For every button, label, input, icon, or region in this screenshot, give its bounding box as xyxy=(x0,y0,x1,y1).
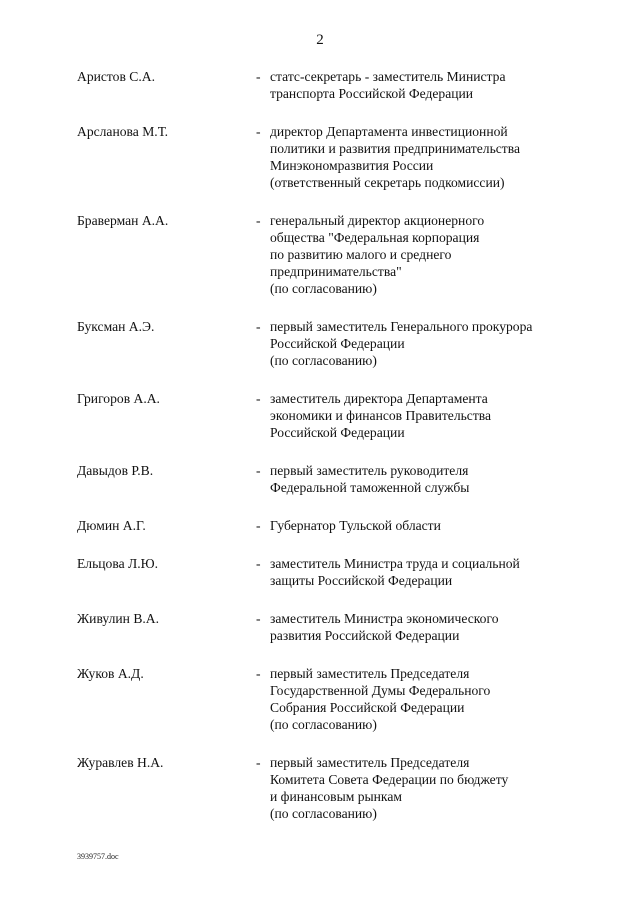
position-line: генеральный директор акционерного xyxy=(270,213,485,228)
member-list xyxy=(0,68,640,822)
separator-dash: - xyxy=(256,69,261,84)
position-line: Государственной Думы Федерального xyxy=(270,683,491,698)
member-name: Давыдов Р.В. xyxy=(77,463,154,478)
member-name: Арсланова М.Т. xyxy=(77,124,169,139)
member-entry xyxy=(0,68,640,102)
separator-dash: - xyxy=(256,391,261,406)
position-line: и финансовым рынкам xyxy=(270,789,402,804)
position-line: общества "Федеральная корпорация xyxy=(270,230,480,245)
position-line: заместитель директора Департамента xyxy=(270,391,488,406)
position-line: по развитию малого и среднего xyxy=(270,247,452,262)
position-line: Минэкономразвития России xyxy=(270,158,434,173)
position-line: Федеральной таможенной службы xyxy=(270,480,470,495)
member-entry xyxy=(0,610,640,644)
position-line: заместитель Министра труда и социальной xyxy=(270,556,520,571)
member-name: Григоров А.А. xyxy=(77,391,160,406)
separator-dash: - xyxy=(256,124,261,139)
member-position xyxy=(270,610,570,644)
position-line: Комитета Совета Федерации по бюджету xyxy=(270,772,509,787)
position-line: (по согласованию) xyxy=(270,717,377,732)
member-position xyxy=(270,212,570,297)
position-line: Российской Федерации xyxy=(270,425,405,440)
member-name: Браверман А.А. xyxy=(77,213,169,228)
member-position xyxy=(270,68,570,102)
position-line: (по согласованию) xyxy=(270,281,377,296)
position-line: развития Российской Федерации xyxy=(270,628,460,643)
position-line: первый заместитель руководителя xyxy=(270,463,469,478)
member-position xyxy=(270,555,570,589)
position-line: первый заместитель Председателя xyxy=(270,666,470,681)
member-name: Буксман А.Э. xyxy=(77,319,155,334)
position-line: первый заместитель Председателя xyxy=(270,755,470,770)
position-line: защиты Российской Федерации xyxy=(270,573,453,588)
position-line: Российской Федерации xyxy=(270,336,405,351)
file-reference: 3939757.doc xyxy=(77,852,119,861)
member-name: Жуков А.Д. xyxy=(77,666,144,681)
position-line: Губернатор Тульской области xyxy=(270,518,441,533)
member-entry xyxy=(0,555,640,589)
member-position xyxy=(270,390,570,441)
position-line: статс-секретарь - заместитель Министра xyxy=(270,69,506,84)
member-entry xyxy=(0,754,640,822)
member-name: Журавлев Н.А. xyxy=(77,755,164,770)
separator-dash: - xyxy=(256,463,261,478)
member-position xyxy=(270,754,570,822)
member-position xyxy=(270,665,570,733)
member-entry xyxy=(0,212,640,297)
member-name: Живулин В.А. xyxy=(77,611,160,626)
position-line: заместитель Министра экономического xyxy=(270,611,499,626)
position-line: экономики и финансов Правительства xyxy=(270,408,492,423)
position-line: Собрания Российской Федерации xyxy=(270,700,465,715)
position-line: (по согласованию) xyxy=(270,353,377,368)
page-number: 2 xyxy=(316,32,324,48)
position-line: транспорта Российской Федерации xyxy=(270,86,474,101)
member-entry xyxy=(0,462,640,496)
separator-dash: - xyxy=(256,666,261,681)
member-entry xyxy=(0,123,640,191)
member-entry xyxy=(0,318,640,369)
separator-dash: - xyxy=(256,755,261,770)
member-entry xyxy=(0,390,640,441)
position-line: (по согласованию) xyxy=(270,806,377,821)
position-line: директор Департамента инвестиционной xyxy=(270,124,508,139)
member-entry xyxy=(0,517,640,534)
member-position xyxy=(270,517,570,534)
position-line: предпринимательства" xyxy=(270,264,402,279)
separator-dash: - xyxy=(256,213,261,228)
separator-dash: - xyxy=(256,518,261,533)
member-name: Дюмин А.Г. xyxy=(77,518,146,533)
member-position xyxy=(270,318,570,369)
position-line: политики и развития предпринимательства xyxy=(270,141,521,156)
separator-dash: - xyxy=(256,319,261,334)
separator-dash: - xyxy=(256,611,261,626)
member-name: Ельцова Л.Ю. xyxy=(77,556,159,571)
position-line: первый заместитель Генерального прокурора xyxy=(270,319,533,334)
member-position xyxy=(270,462,570,496)
member-entry xyxy=(0,665,640,733)
member-position xyxy=(270,123,570,191)
member-name: Аристов С.А. xyxy=(77,69,155,84)
separator-dash: - xyxy=(256,556,261,571)
position-line: (ответственный секретарь подкомиссии) xyxy=(270,175,505,190)
